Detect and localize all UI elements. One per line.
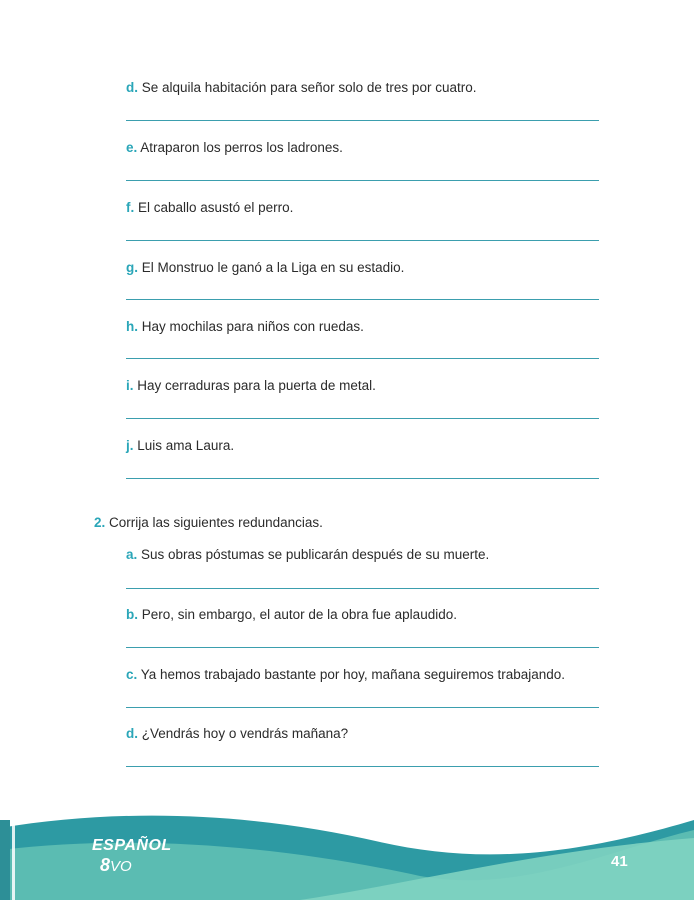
item-letter: a.: [126, 547, 138, 562]
exercise-item-h: [126, 319, 364, 334]
exercise-item-a: [126, 547, 489, 562]
item-text: Hay cerraduras para la puerta de metal.: [137, 378, 376, 393]
exercise-item-d2: [126, 726, 348, 741]
item-letter: d.: [126, 80, 138, 95]
item-letter: h.: [126, 319, 138, 334]
item-text: Atraparon los perros los ladrones.: [140, 140, 343, 155]
exercise-item-g: [126, 260, 404, 275]
answer-line[interactable]: [126, 120, 599, 121]
grade-number: 8: [100, 855, 111, 875]
page-number: 41: [611, 853, 628, 870]
item-letter: c.: [126, 667, 138, 682]
brand-title: ESPAÑOL: [92, 837, 172, 854]
grade-suffix: VO: [110, 858, 132, 875]
item-text: ¿Vendrás hoy o vendrás mañana?: [141, 726, 349, 741]
item-letter: e.: [126, 140, 138, 155]
item-letter: b.: [126, 607, 138, 622]
answer-line[interactable]: [126, 418, 599, 419]
answer-line[interactable]: [126, 240, 599, 241]
brand-grade: [100, 856, 172, 874]
item-letter: i.: [126, 378, 134, 393]
item-text: Se alquila habitación para señor solo de tres por cuatro.: [141, 80, 477, 95]
section-heading: [94, 515, 323, 530]
item-text: Hay mochilas para niños con ruedas.: [141, 319, 364, 334]
answer-line[interactable]: [126, 766, 599, 767]
item-text: El Monstruo le ganó a la Liga en su estadio.: [141, 260, 405, 275]
exercise-item-j: [126, 438, 234, 453]
section-number: 2.: [94, 515, 106, 530]
item-text: El caballo asustó el perro.: [138, 200, 294, 215]
answer-line[interactable]: [126, 647, 599, 648]
item-text: Pero, sin embargo, el autor de la obra fue aplaudido.: [141, 607, 457, 622]
answer-line[interactable]: [126, 478, 599, 479]
exercise-item-d: [126, 80, 476, 95]
item-letter: d.: [126, 726, 138, 741]
brand-logo: [92, 838, 172, 874]
section-title: Corrija las siguientes redundancias.: [109, 515, 323, 530]
exercise-item-f: [126, 200, 293, 215]
item-letter: g.: [126, 260, 138, 275]
item-text: Luis ama Laura.: [137, 438, 235, 453]
answer-line[interactable]: [126, 588, 599, 589]
answer-line[interactable]: [126, 299, 599, 300]
item-text: Sus obras póstumas se publicarán después de su muerte.: [141, 547, 490, 562]
item-text: Ya hemos trabajado bastante por hoy, mañana seguiremos trabajando.: [140, 667, 566, 682]
answer-line[interactable]: [126, 180, 599, 181]
answer-line[interactable]: [126, 707, 599, 708]
exercise-item-c: [126, 667, 565, 682]
exercise-item-e: [126, 140, 343, 155]
exercise-item-b: [126, 607, 457, 622]
exercise-item-i: [126, 378, 376, 393]
item-letter: j.: [126, 438, 134, 453]
item-letter: f.: [126, 200, 135, 215]
answer-line[interactable]: [126, 358, 599, 359]
